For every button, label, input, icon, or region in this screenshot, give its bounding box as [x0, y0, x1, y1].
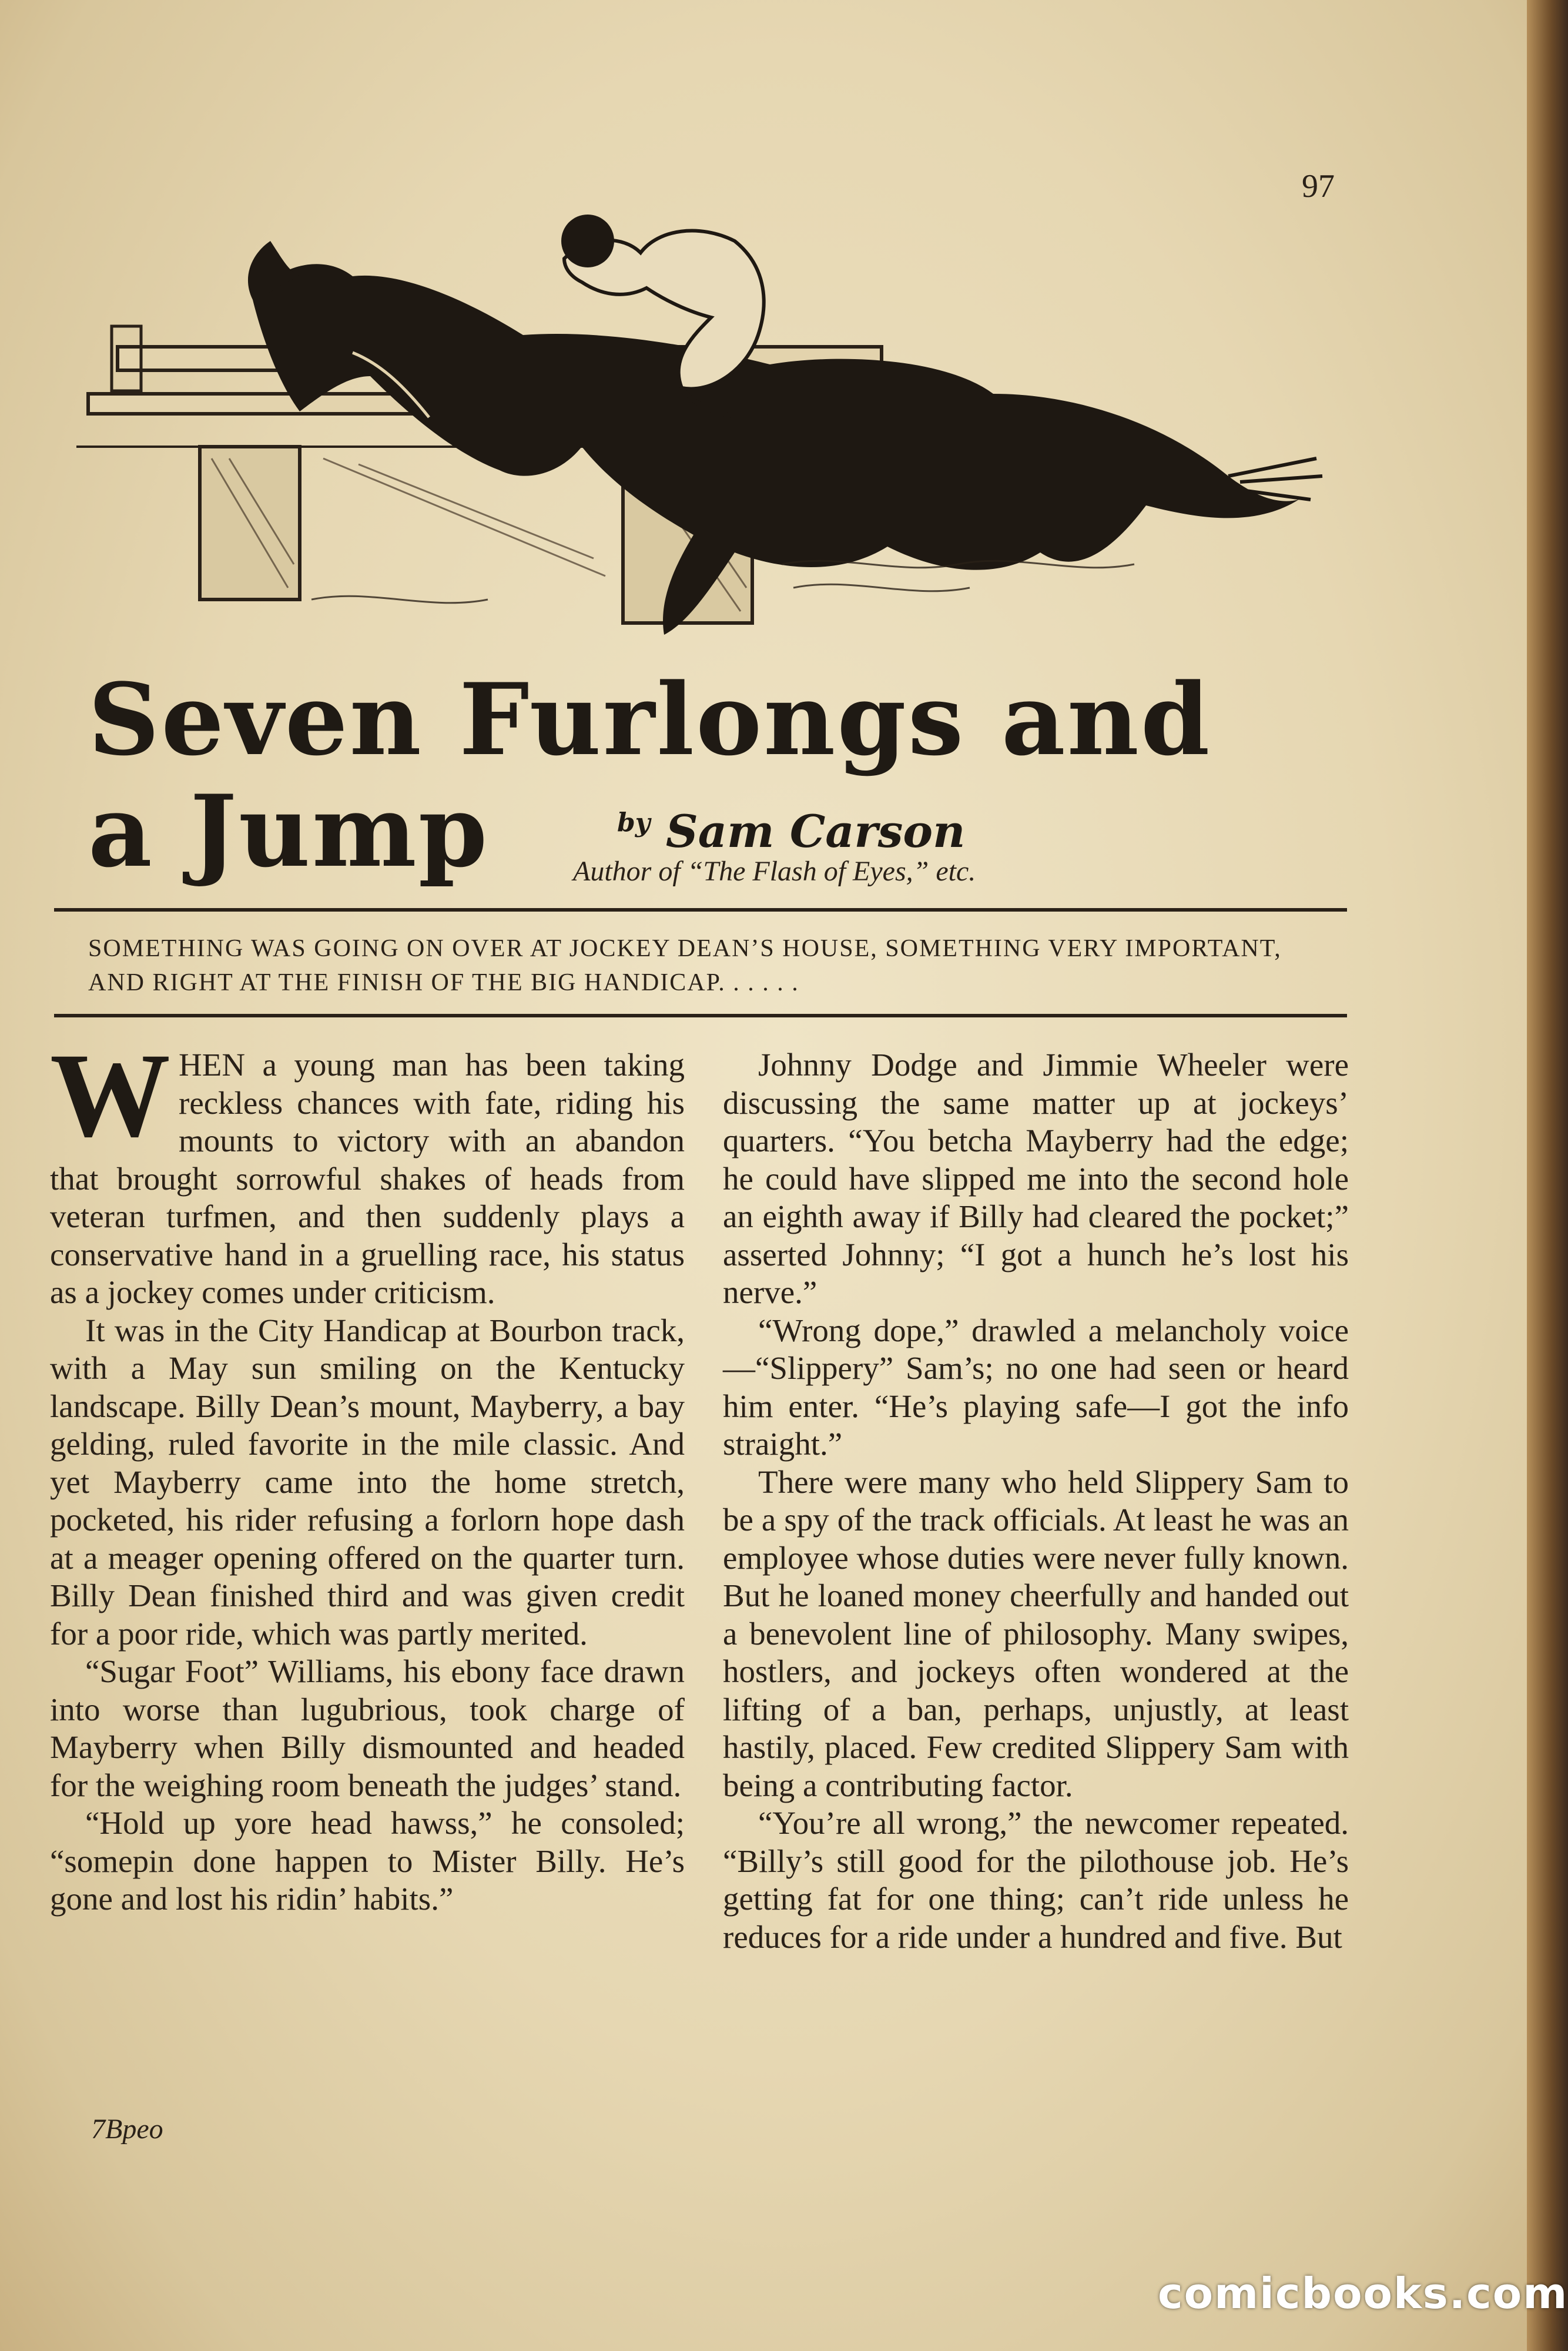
paragraph-text: HEN a young man has been taking reckless chances with fate, riding his mounts to victory with an abandon that brought sorrowful shakes of heads from veteran turfmen, and then suddenly plays a conservative hand in a gruelling race, his status as a jockey comes under criticism.	[50, 1047, 685, 1310]
paragraph: “Wrong dope,” drawled a melancholy voice—“Slippery” Sam’s; no one had seen or heard him enter. “He’s playing safe—I got the info straight.”	[723, 1312, 1349, 1462]
page-number: 97	[1302, 168, 1335, 205]
drop-cap: W	[50, 1029, 170, 1162]
author-name: Sam Carson	[665, 805, 966, 858]
story-title-line-2: a Jump	[88, 773, 490, 889]
page-spine-edge	[1527, 0, 1568, 2351]
paragraph: “You’re all wrong,” the newcomer repeated. “Billy’s still good for the pilothouse job. He’s getting fat for one thing; can’t ride unless he reduces for a ride under a hundred and five. But	[723, 1805, 1349, 1955]
lead-rule-bottom	[54, 1014, 1347, 1017]
paragraph: It was in the City Handicap at Bourbon track, with a May sun smiling on the Kentucky landscape. Billy Dean’s mount, Mayberry, a bay gelding, ruled favorite in the mile classic. And yet Mayberry came into the home stretch, pocketed, his rider refusing a forlorn hope dash at a meager opening offered on the quarter turn. Billy Dean finished third and was given credit for a poor ride, which was partly merited.	[50, 1312, 685, 1652]
byline	[617, 805, 965, 858]
paragraph: “Hold up yore head hawss,” he consoled; “somepin done happen to Mister Billy. He’s gone and lost his ridin’ habits.”	[50, 1805, 685, 1917]
paragraph: There were many who held Slippery Sam to be a spy of the track officials. At least he was an employee whose duties were never fully known. But he loaned money cheerfully and handed out a benevolent line of philosophy. Many swipes, hostlers, and jockeys often wondered at the lifting of a ban, perhaps, unjustly, at least hastily, placed. Few credited Slippery Sam with being a contributing factor.	[723, 1463, 1349, 1803]
paragraph: “Sugar Foot” Williams, his ebony face drawn into worse than lugubrious, took charge of Mayberry when Billy dismounted and headed for the weighing room beneath the judges’ stand.	[50, 1653, 685, 1803]
author-credit: Author of “The Flash of Eyes,” etc.	[573, 856, 976, 887]
story-title-line-1: Seven Furlongs and	[88, 661, 1212, 778]
printer-signature-code: 7Bpeo	[91, 2114, 163, 2145]
story-lead-blurb: SOMETHING WAS GOING ON OVER AT JOCKEY DEAN’S HOUSE, SOMETHING VERY IMPORTANT, AND RIGHT AT THE FINISH OF THE BIG HANDICAP. . . . . .	[88, 935, 1282, 996]
site-watermark: comicbooks.com	[1158, 2269, 1568, 2318]
lead-rule-top	[54, 908, 1347, 912]
horse-jumping-illustration	[76, 200, 1340, 647]
byline-prefix: by	[617, 808, 651, 838]
left-text-column	[50, 1029, 685, 1918]
right-text-column	[723, 1046, 1349, 1956]
paragraph: Johnny Dodge and Jimmie Wheeler were discussing the same matter up at jockeys’ quarters. “You betcha Mayberry had the edge; he could have slipped me into the second hole an eighth away if Billy had cleared the pocket;” asserted Johnny; “I got a hunch he’s lost his nerve.”	[723, 1047, 1349, 1310]
paragraph	[50, 1029, 685, 1312]
